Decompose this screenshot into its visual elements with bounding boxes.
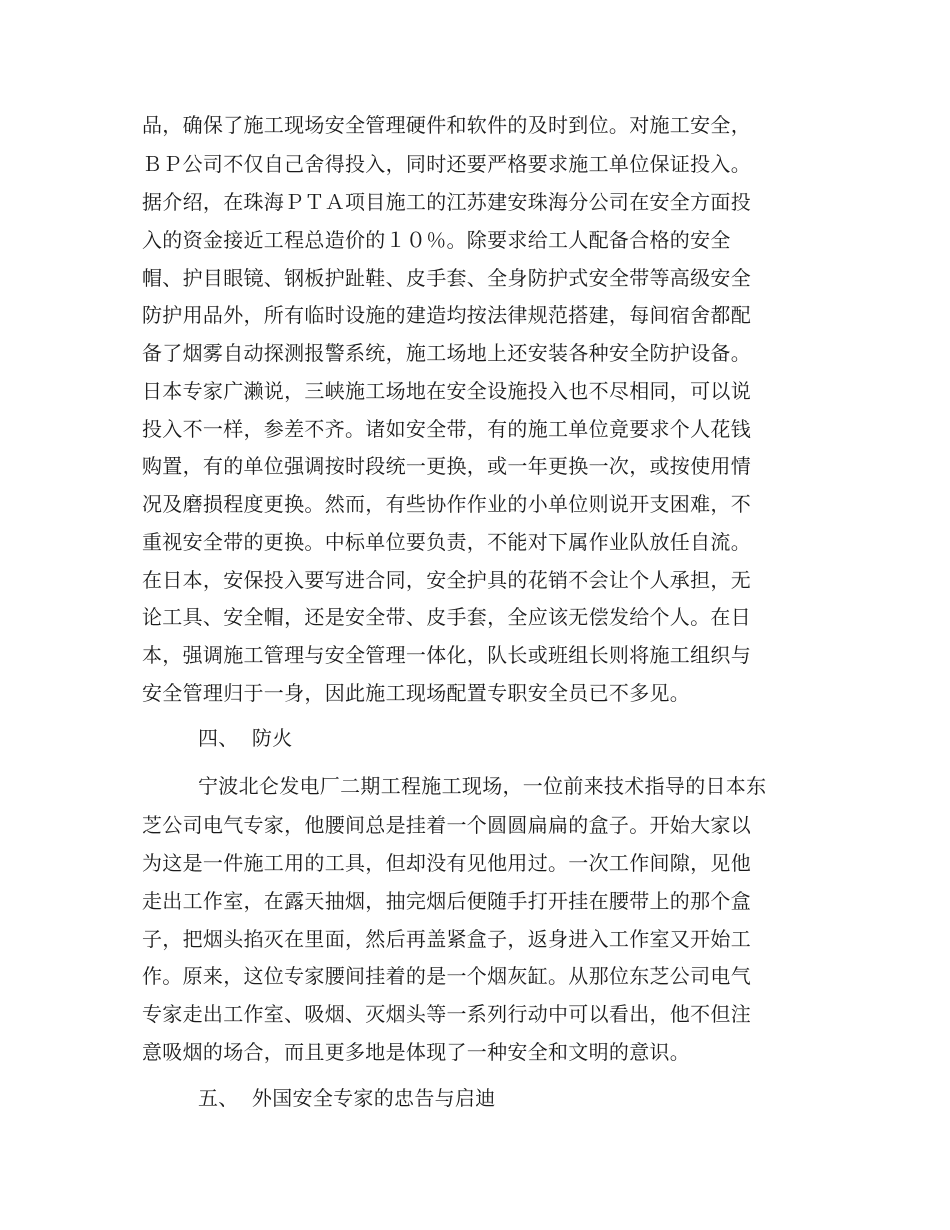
text-line: 走出工作室，在露天抽烟，抽完烟后便随手打开挂在腰带上的那个盒 [142,889,751,913]
section-heading-fire-prevention: 四、 防火 [198,726,293,750]
text-line: 芝公司电气专家，他腰间总是挂着一个圆圆扁扁的盒子。开始大家以 [142,813,751,837]
text-line: 况及磨损程度更换。然而，有些协作作业的小单位则说开支困难，不 [142,492,751,516]
text-line: 安全管理归于一身，因此施工现场配置专职安全员已不多见。 [142,681,691,705]
text-line: 在日本，安保投入要写进合同，安全护具的花销不会让个人承担，无 [142,568,751,592]
text-line: ＢＰ公司不仅自己舍得投入，同时还要严格要求施工单位保证投入。 [142,152,751,176]
text-line: 为这是一件施工用的工具，但却没有见他用过。一次工作间隙，见他 [142,851,751,875]
text-line: 作。原来，这位专家腰间挂着的是一个烟灰缸。从那位东芝公司电气 [142,964,751,988]
text-line: 品，确保了施工现场安全管理硬件和软件的及时到位。对施工安全， [142,113,751,137]
text-line: 帽、护目眼镜、钢板护趾鞋、皮手套、全身防护式安全带等高级安全 [142,266,751,290]
text-line: 重视安全带的更换。中标单位要负责，不能对下属作业队放任自流。 [142,530,751,554]
text-line: 防护用品外，所有临时设施的建造均按法律规范搭建，每间宿舍都配 [142,303,751,327]
text-line: 日本专家广濑说，三峡施工场地在安全设施投入也不尽相同，可以说 [142,379,751,403]
text-line: 宁波北仑发电厂二期工程施工现场，一位前来技术指导的日本东 [198,774,767,798]
text-line: 购置，有的单位强调按时段统一更换，或一年更换一次，或按使用情 [142,454,751,478]
text-line: 论工具、安全帽，还是安全带、皮手套，全应该无偿发给个人。在日 [142,605,751,629]
text-line: 据介绍，在珠海ＰＴＡ项目施工的江苏建安珠海分公司在安全方面投 [142,190,751,214]
text-line: 入的资金接近工程总造价的１０％。除要求给工人配备合格的安全 [142,228,731,252]
text-line: 专家走出工作室、吸烟、灭烟头等一系列行动中可以看出，他不但注 [142,1002,751,1026]
text-line: 本，强调施工管理与安全管理一体化，队长或班组长则将施工组织与 [142,643,751,667]
text-line: 子，把烟头掐灭在里面，然后再盖紧盒子，返身进入工作室又开始工 [142,927,751,951]
text-line: 备了烟雾自动探测报警系统，施工场地上还安装各种安全防护设备。 [142,341,751,365]
text-line: 投入不一样，参差不齐。诸如安全带，有的施工单位竟要求个人花钱 [142,417,751,441]
text-line: 意吸烟的场合，而且更多地是体现了一种安全和文明的意识。 [142,1040,691,1064]
section-heading-foreign-experts-advice: 五、 外国安全专家的忠告与启迪 [198,1086,496,1110]
